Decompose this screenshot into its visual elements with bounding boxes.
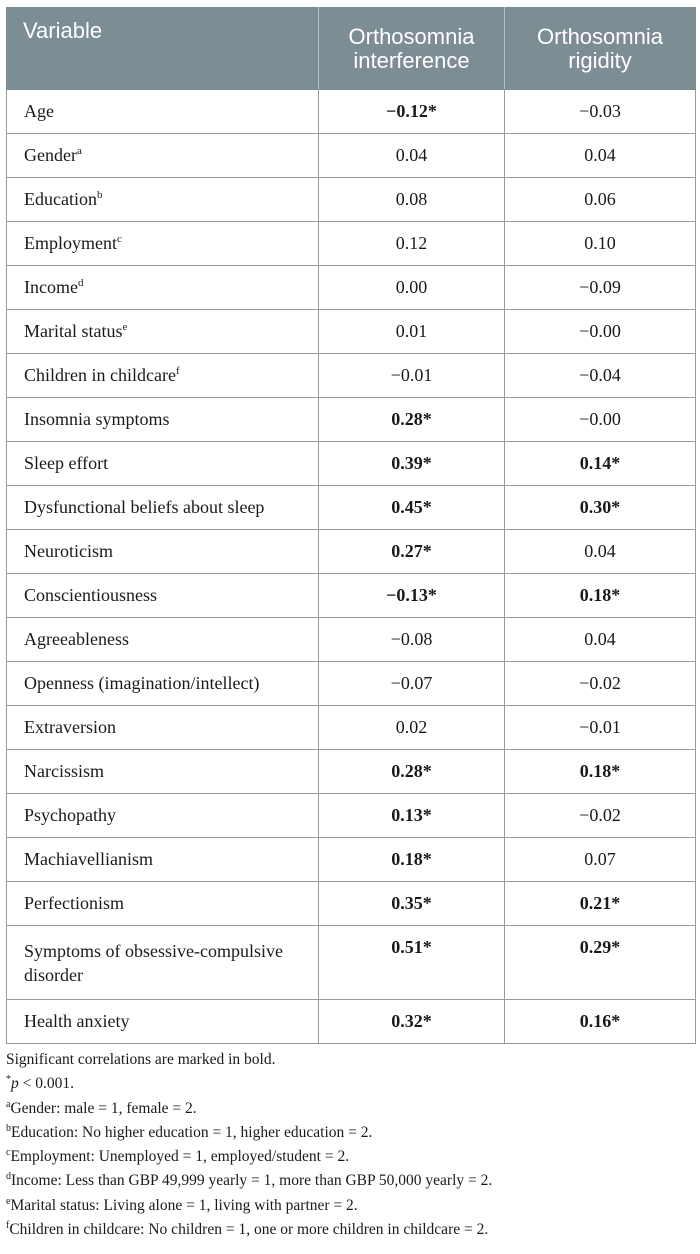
variable-label: Perfectionism [24, 893, 124, 913]
rigidity-value: −0.00 [505, 310, 696, 354]
variable-label: Children in childcare [24, 365, 176, 385]
variable-cell [7, 706, 319, 750]
variable-cell [7, 222, 319, 266]
rigidity-value: 0.04 [505, 134, 696, 178]
footnote-mark: f [6, 1219, 10, 1231]
interference-value: 0.32* [319, 1000, 505, 1044]
rigidity-value: −0.01 [505, 706, 696, 750]
rigidity-value: 0.04 [505, 530, 696, 574]
variable-label: Agreeableness [24, 629, 129, 649]
variable-cell [7, 134, 319, 178]
header-orthosomnia-rigidity: Orthosomnia rigidity [505, 8, 696, 90]
footnote-mark: * [6, 1074, 11, 1086]
interference-value: −0.13* [319, 574, 505, 618]
footnote-text: Children in childcare: No children = 1, one or more children in childcare = 2. [9, 1221, 489, 1239]
interference-value: −0.12* [319, 90, 505, 134]
variable-cell [7, 442, 319, 486]
interference-value: 0.28* [319, 398, 505, 442]
header-variable: Variable [7, 8, 319, 90]
rigidity-value: −0.04 [505, 354, 696, 398]
footnote-mark: f [175, 365, 180, 377]
rigidity-value: 0.16* [505, 1000, 696, 1044]
variable-label: Age [24, 101, 54, 121]
interference-value: 0.02 [319, 706, 505, 750]
variable-label: Education [24, 189, 97, 209]
table-row [7, 354, 696, 398]
variable-cell [7, 882, 319, 926]
interference-value: 0.12 [319, 222, 505, 266]
rigidity-value: 0.10 [505, 222, 696, 266]
variable-label: Narcissism [24, 761, 104, 781]
table-row [7, 794, 696, 838]
footnote-mark: a [76, 145, 82, 157]
variable-label: Symptoms of obsessive-compulsive disorder [24, 940, 283, 985]
p-value-note [6, 1072, 696, 1096]
variable-cell [7, 618, 319, 662]
interference-value: 0.04 [319, 134, 505, 178]
variable-cell [7, 838, 319, 882]
footnote-text: Education: No higher education = 1, higher education = 2. [11, 1123, 373, 1141]
table-row [7, 486, 696, 530]
footnote-text: Gender: male = 1, female = 2. [10, 1099, 197, 1117]
interference-value: 0.00 [319, 266, 505, 310]
variable-cell [7, 1000, 319, 1044]
table-row [7, 838, 696, 882]
variable-cell [7, 90, 319, 134]
variable-label: Sleep effort [24, 453, 109, 473]
variable-label: Marital status [24, 321, 123, 341]
variable-label: Insomnia symptoms [24, 409, 170, 429]
variable-cell [7, 794, 319, 838]
table-row [7, 530, 696, 574]
variable-label: Neuroticism [24, 541, 113, 561]
variable-label: Machiavellianism [24, 849, 153, 869]
variable-label: Dysfunctional beliefs about sleep [24, 497, 265, 517]
footnote-list [6, 1097, 696, 1243]
footnote [6, 1121, 696, 1145]
footnote [6, 1194, 696, 1218]
rigidity-value: 0.07 [505, 838, 696, 882]
variable-cell [7, 486, 319, 530]
interference-value: 0.13* [319, 794, 505, 838]
table-row [7, 90, 696, 134]
footnote [6, 1097, 696, 1121]
footnote-text: Marital status: Living alone = 1, living with partner = 2. [10, 1196, 358, 1214]
interference-value: 0.39* [319, 442, 505, 486]
variable-label: Gender [24, 145, 77, 165]
rigidity-value: −0.03 [505, 90, 696, 134]
rigidity-value: −0.02 [505, 662, 696, 706]
footnote-mark: b [6, 1122, 11, 1134]
table-row [7, 178, 696, 222]
footnote-text: Employment: Unemployed = 1, employed/student = 2. [10, 1148, 350, 1166]
table-row [7, 266, 696, 310]
rigidity-value: −0.02 [505, 794, 696, 838]
interference-value: −0.08 [319, 618, 505, 662]
variable-label: Psychopathy [24, 805, 116, 825]
variable-cell [7, 662, 319, 706]
table-row [7, 926, 696, 1000]
footnote [6, 1169, 696, 1193]
table-footnotes [6, 1048, 696, 1242]
interference-value: 0.45* [319, 486, 505, 530]
table-row [7, 574, 696, 618]
table-header [7, 8, 696, 90]
interference-value: −0.01 [319, 354, 505, 398]
table-body [7, 90, 696, 1044]
table-row [7, 750, 696, 794]
p-variable: p [11, 1075, 19, 1093]
variable-label: Conscientiousness [24, 585, 157, 605]
rigidity-value: −0.00 [505, 398, 696, 442]
variable-cell [7, 530, 319, 574]
footnote [6, 1145, 696, 1169]
rigidity-value: 0.30* [505, 486, 696, 530]
variable-cell [7, 574, 319, 618]
table-row [7, 222, 696, 266]
table-row [7, 398, 696, 442]
interference-value: 0.28* [319, 750, 505, 794]
rigidity-value: 0.29* [505, 926, 696, 1000]
interference-value: 0.35* [319, 882, 505, 926]
rigidity-value: −0.09 [505, 266, 696, 310]
rigidity-value: 0.21* [505, 882, 696, 926]
footnote-mark: c [117, 233, 122, 245]
footnote [6, 1218, 696, 1242]
footnote-mark: b [96, 189, 103, 201]
variable-cell [7, 354, 319, 398]
table-row [7, 442, 696, 486]
variable-cell [7, 398, 319, 442]
footnote-mark: e [122, 321, 128, 333]
variable-label: Health anxiety [24, 1011, 130, 1031]
rigidity-value: 0.18* [505, 750, 696, 794]
variable-label: Employment [24, 233, 117, 253]
table-row [7, 618, 696, 662]
table-row [7, 1000, 696, 1044]
variable-cell [7, 310, 319, 354]
variable-label: Extraversion [24, 717, 116, 737]
rigidity-value: 0.14* [505, 442, 696, 486]
variable-cell [7, 178, 319, 222]
rigidity-value: 0.18* [505, 574, 696, 618]
header-orthosomnia-interference: Orthosomnia interference [319, 8, 505, 90]
footnote-mark: c [6, 1147, 11, 1159]
interference-value: 0.27* [319, 530, 505, 574]
table-row [7, 706, 696, 750]
significance-note: Significant correlations are marked in bold. [6, 1051, 276, 1068]
rigidity-value: 0.04 [505, 618, 696, 662]
interference-value: −0.07 [319, 662, 505, 706]
footnote-mark: e [6, 1195, 11, 1207]
interference-value: 0.01 [319, 310, 505, 354]
table-row [7, 882, 696, 926]
variable-label: Income [24, 277, 78, 297]
interference-value: 0.51* [319, 926, 505, 1000]
interference-value: 0.18* [319, 838, 505, 882]
rigidity-value: 0.06 [505, 178, 696, 222]
table-row [7, 310, 696, 354]
variable-cell [7, 926, 319, 1000]
footnote-mark: a [6, 1098, 11, 1110]
footnote-mark: d [6, 1171, 11, 1183]
table-row [7, 134, 696, 178]
table-row [7, 662, 696, 706]
footnote-mark: d [77, 277, 84, 289]
interference-value: 0.08 [319, 178, 505, 222]
p-value-text: < 0.001. [18, 1075, 74, 1093]
variable-cell [7, 266, 319, 310]
variable-label: Openness (imagination/intellect) [24, 673, 260, 693]
variable-cell [7, 750, 319, 794]
correlation-table [6, 7, 696, 1044]
footnote-text: Income: Less than GBP 49,999 yearly = 1, more than GBP 50,000 yearly = 2. [11, 1172, 493, 1190]
